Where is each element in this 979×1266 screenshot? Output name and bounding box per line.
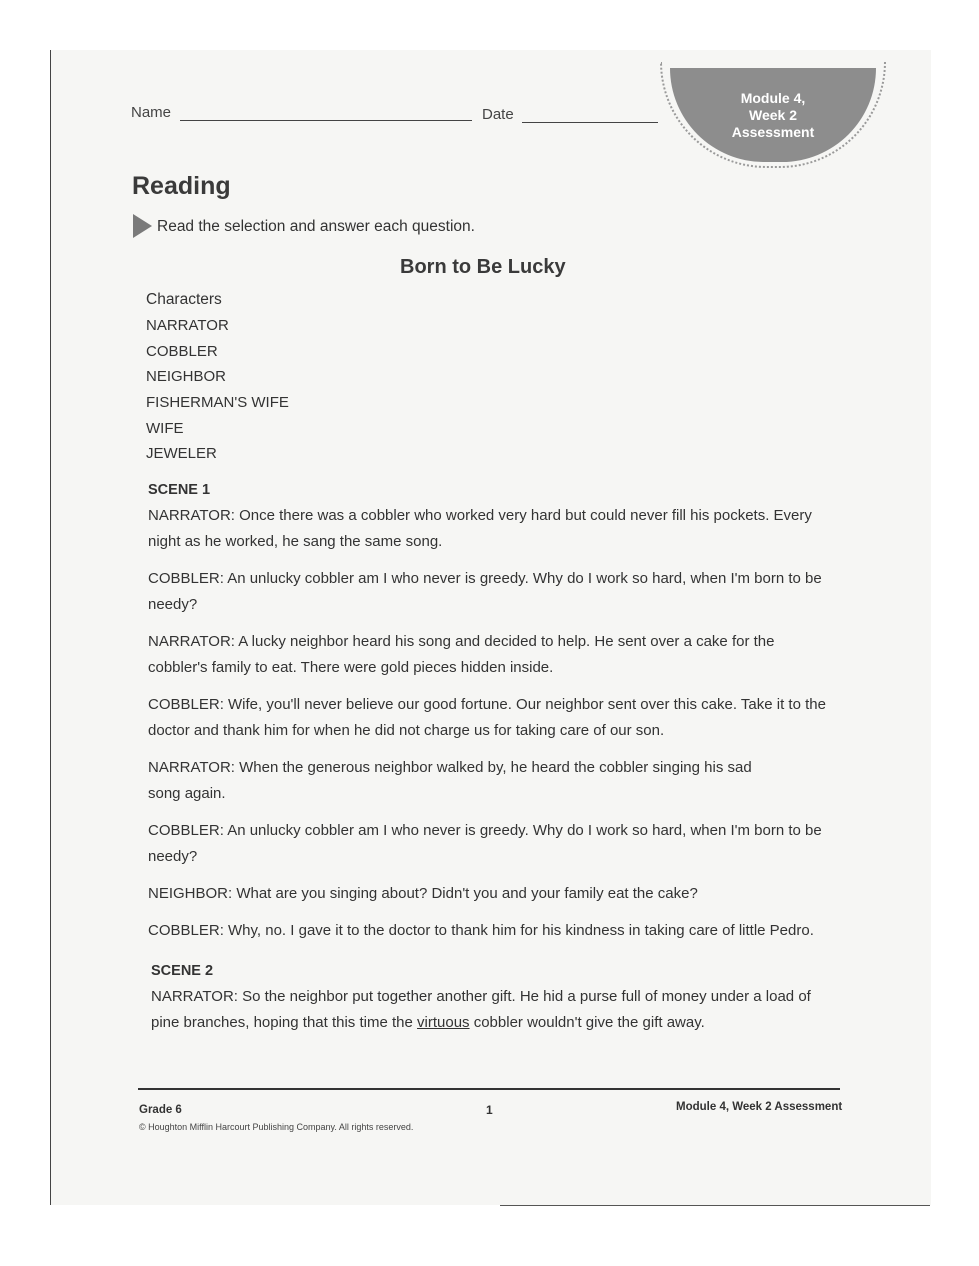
date-field-line xyxy=(522,122,658,123)
character-item: WIFE xyxy=(146,419,184,437)
character-item: NEIGHBOR xyxy=(146,368,227,386)
badge-line-3: Assessment xyxy=(731,124,815,140)
script-line: COBBLER: Why, no. I gave it to the doctor to thank him for his kindness in taking care of little Pedro. xyxy=(148,922,814,939)
footer-copyright: © Houghton Mifflin Harcourt Publishing Company. All rights reserved. xyxy=(139,1122,414,1132)
date-label: Date xyxy=(482,106,514,123)
script-line: NARRATOR: Once there was a cobbler who worked very hard but could never fill his pockets. Every night as he worked, he sang the same song. xyxy=(148,507,812,550)
script-line: NEIGHBOR: What are you singing about? Didn't you and your family eat the cake? xyxy=(148,885,698,902)
footer-grade: Grade 6 xyxy=(139,1104,182,1116)
name-label: Name xyxy=(131,104,172,121)
script-line xyxy=(151,984,841,1036)
script-line: NARRATOR: A lucky neighbor heard his song and decided to help. He sent over a cake for the cobbler's family to eat. There were gold pieces hidden inside. xyxy=(148,633,775,676)
script-line: COBBLER: Wife, you'll never believe our good fortune. Our neighbor sent over this cake. Take it to the doctor and thank him for when he did not charge us for taking care of our son. xyxy=(148,696,826,739)
page-number: 1 xyxy=(486,1103,493,1117)
character-item: NARRATOR xyxy=(146,317,229,334)
script-line: NARRATOR: When the generous neighbor walked by, he heard the cobbler singing his sad song again. xyxy=(148,759,752,802)
triangle-arrow-icon xyxy=(133,214,152,238)
character-item: FISHERMAN'S WIFE xyxy=(146,394,289,412)
assessment-badge-text xyxy=(700,90,846,141)
characters-list xyxy=(146,290,289,470)
story-title: Born to Be Lucky xyxy=(400,256,566,278)
script-line-text: cobbler wouldn't give the gift away. xyxy=(469,1014,705,1031)
instruction-text: Read the selection and answer each question. xyxy=(157,218,475,235)
page-edge xyxy=(500,1205,930,1206)
footer-module: Module 4, Week 2 Assessment xyxy=(676,1101,843,1113)
vocabulary-word: virtuous xyxy=(417,1014,470,1031)
badge-line-2: Week 2 xyxy=(749,107,797,123)
character-item: JEWELER xyxy=(146,445,217,463)
script-line: COBBLER: An unlucky cobbler am I who never is greedy. Why do I work so hard, when I'm born to be needy? xyxy=(148,570,822,613)
characters-heading: Characters xyxy=(146,291,222,308)
footer-divider xyxy=(138,1088,840,1090)
script-line-text: NARRATOR: So the neighbor put together another gift. He hid a purse full of money under a load of pine branches, hoping that this time the xyxy=(151,988,811,1031)
scene-2-heading: SCENE 2 xyxy=(151,963,214,979)
name-field-line xyxy=(180,120,472,121)
character-item: COBBLER xyxy=(146,342,218,360)
script-line: COBBLER: An unlucky cobbler am I who never is greedy. Why do I work so hard, when I'm born to be needy? xyxy=(148,822,822,865)
section-heading: Reading xyxy=(132,172,231,200)
scene-1-heading: SCENE 1 xyxy=(148,482,211,498)
badge-line-1: Module 4, xyxy=(740,90,806,106)
